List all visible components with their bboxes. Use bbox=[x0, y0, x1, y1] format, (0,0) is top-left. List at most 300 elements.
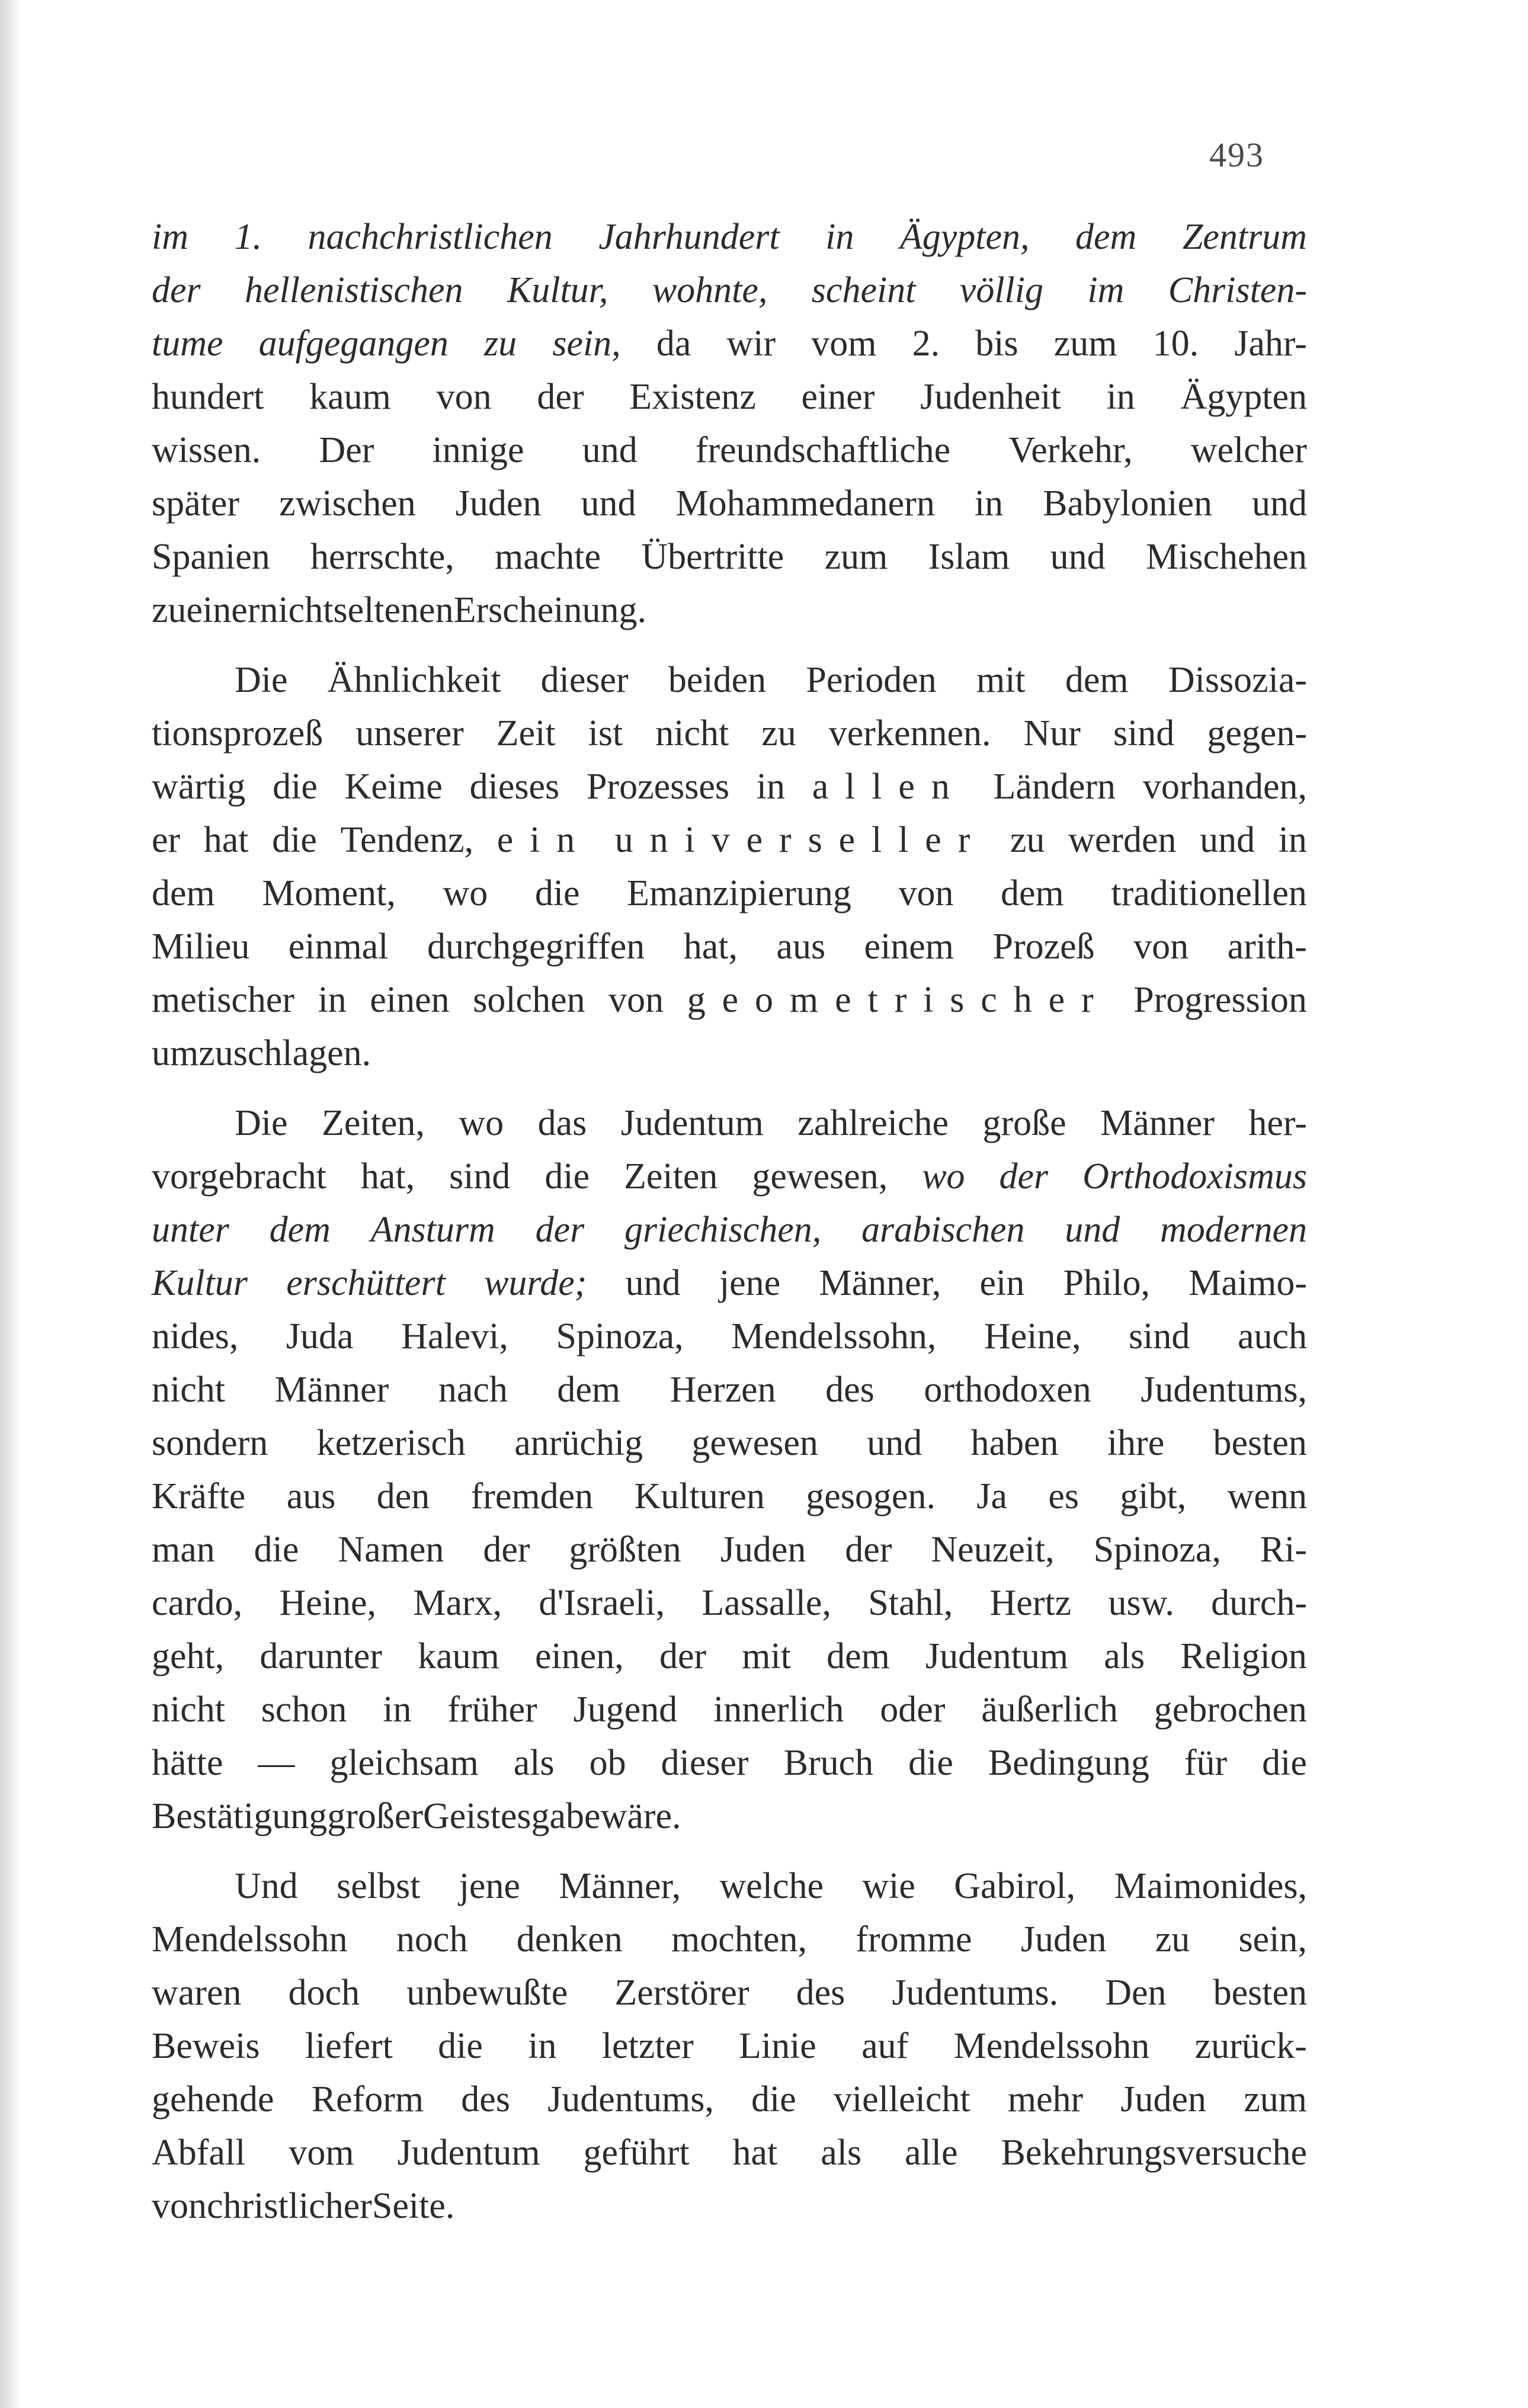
word: Juden bbox=[455, 483, 542, 524]
text-line bbox=[152, 707, 1307, 760]
word: alle bbox=[905, 2133, 958, 2173]
word: noch bbox=[396, 1919, 468, 1960]
word: größten bbox=[569, 1530, 681, 1570]
word: in bbox=[318, 980, 347, 1020]
word: zu bbox=[761, 713, 796, 753]
word: in bbox=[528, 2026, 557, 2066]
word: allen bbox=[812, 767, 966, 807]
word: Moment, bbox=[262, 873, 396, 913]
word: Bekehrungsversuche bbox=[1001, 2133, 1307, 2173]
word: beiden bbox=[668, 660, 767, 700]
word: dem bbox=[1065, 660, 1129, 700]
word: geführt bbox=[583, 2133, 690, 2173]
word: dem bbox=[269, 1210, 331, 1250]
word: geometrischer bbox=[687, 980, 1110, 1020]
word: der bbox=[537, 377, 584, 417]
word: und bbox=[1050, 537, 1106, 577]
word: verkennen. bbox=[828, 713, 991, 753]
word: darunter bbox=[260, 1636, 382, 1676]
word: Männer, bbox=[819, 1263, 941, 1303]
word: aus bbox=[776, 926, 826, 967]
word: Ähnlichkeit bbox=[327, 660, 501, 700]
word: gleichsam bbox=[329, 1743, 479, 1783]
text-line bbox=[152, 583, 1307, 637]
word: Emanzipierung bbox=[627, 873, 851, 913]
text-line bbox=[152, 1576, 1307, 1630]
word: ist bbox=[588, 713, 623, 753]
word: im bbox=[152, 217, 188, 257]
word: auf bbox=[861, 2026, 909, 2066]
word: Spanien bbox=[152, 537, 270, 577]
word: hellenistischen bbox=[245, 270, 463, 310]
word: als bbox=[1104, 1636, 1145, 1676]
word: ein bbox=[979, 1263, 1025, 1303]
word: zurück- bbox=[1194, 2026, 1307, 2066]
word: fremden bbox=[470, 1476, 594, 1516]
word: als bbox=[821, 2133, 862, 2173]
word: Jugend bbox=[573, 1689, 678, 1730]
word: Ägypten, bbox=[899, 217, 1030, 257]
word: Babylonien bbox=[1043, 483, 1212, 524]
word: dieses bbox=[469, 767, 560, 807]
word: nides, bbox=[152, 1316, 239, 1357]
word: einmal bbox=[288, 926, 389, 967]
text-line bbox=[152, 920, 1307, 973]
word: Judentums. bbox=[892, 1973, 1059, 2013]
word: die bbox=[438, 2026, 483, 2066]
word: Judentums, bbox=[547, 2079, 714, 2120]
word: Judentum bbox=[925, 1636, 1069, 1676]
word: Ansturm bbox=[370, 1210, 495, 1250]
word: Judentums, bbox=[1141, 1370, 1307, 1410]
paragraph bbox=[152, 653, 1307, 1080]
word: anrüchig bbox=[514, 1423, 643, 1463]
word: 2. bbox=[912, 323, 940, 364]
word: herrschte, bbox=[310, 537, 454, 577]
text-line bbox=[152, 1416, 1307, 1470]
word: Mendelssohn, bbox=[731, 1316, 937, 1357]
word: hätte bbox=[152, 1743, 223, 1783]
word: Bestätigung bbox=[152, 1796, 328, 1836]
word: Neuzeit, bbox=[931, 1530, 1055, 1570]
word: ob bbox=[589, 1743, 626, 1783]
body-text bbox=[152, 210, 1307, 2233]
word: von bbox=[436, 377, 492, 417]
word: umzuschlagen. bbox=[152, 1033, 371, 1073]
word: jene bbox=[459, 1866, 520, 1906]
word: traditionellen bbox=[1111, 873, 1307, 913]
word: großer bbox=[327, 1796, 424, 1836]
word: usw. bbox=[1108, 1583, 1174, 1623]
text-line bbox=[152, 1470, 1307, 1523]
word: Keime bbox=[344, 767, 443, 807]
word: christlicher bbox=[207, 2186, 372, 2226]
word: nach bbox=[438, 1370, 508, 1410]
word: durch- bbox=[1211, 1583, 1307, 1623]
word: gewesen bbox=[691, 1423, 818, 1463]
word: einer bbox=[801, 377, 875, 417]
word: Philo, bbox=[1063, 1263, 1150, 1303]
word: Religion bbox=[1180, 1636, 1307, 1676]
word: Nur bbox=[1023, 713, 1081, 753]
word: gehende bbox=[152, 2079, 274, 2120]
paragraph bbox=[152, 210, 1307, 637]
word: der bbox=[152, 270, 201, 310]
word: Den bbox=[1105, 1973, 1167, 2013]
word: Kultur bbox=[152, 1263, 248, 1303]
word: die bbox=[908, 1743, 953, 1783]
word: große bbox=[982, 1103, 1066, 1143]
word: tume bbox=[152, 323, 223, 364]
word: und bbox=[582, 430, 638, 470]
text-line bbox=[152, 317, 1307, 370]
word: von bbox=[608, 980, 664, 1020]
word: aus bbox=[286, 1476, 336, 1516]
word: Christen- bbox=[1168, 270, 1307, 310]
word: Juda bbox=[286, 1316, 354, 1357]
text-line bbox=[152, 370, 1307, 424]
paragraph bbox=[152, 1096, 1307, 1843]
word: Spinoza, bbox=[556, 1316, 684, 1357]
word: des bbox=[461, 2079, 510, 2120]
word: und bbox=[1065, 1210, 1120, 1250]
word: innige bbox=[432, 430, 524, 470]
word: 10. bbox=[1152, 323, 1199, 364]
text-line bbox=[152, 1203, 1307, 1256]
word: mehr bbox=[1007, 2079, 1084, 2120]
word: Islam bbox=[928, 537, 1010, 577]
word: wo bbox=[443, 873, 488, 913]
word: in bbox=[1106, 377, 1135, 417]
page-number: 493 bbox=[1209, 136, 1264, 174]
word: jene bbox=[719, 1263, 781, 1303]
word: fromme bbox=[856, 1919, 972, 1960]
word: welcher bbox=[1190, 430, 1307, 470]
word: später bbox=[152, 483, 240, 524]
text-line bbox=[152, 1523, 1307, 1576]
word: 1. bbox=[234, 217, 262, 257]
word: Orthodoxismus bbox=[1082, 1156, 1307, 1197]
word: Judentum bbox=[620, 1103, 764, 1143]
word: wo bbox=[459, 1103, 504, 1143]
word: und bbox=[1252, 483, 1307, 524]
word: Juden bbox=[1120, 2079, 1207, 2120]
word: Herzen bbox=[669, 1370, 776, 1410]
word: auch bbox=[1237, 1316, 1307, 1357]
word: Bedingung bbox=[988, 1743, 1149, 1783]
text-line bbox=[152, 813, 1307, 867]
text-line bbox=[152, 1630, 1307, 1683]
word: die bbox=[544, 1156, 590, 1197]
word: Halevi, bbox=[401, 1316, 508, 1357]
word: metischer bbox=[152, 980, 295, 1020]
word: schon bbox=[261, 1689, 347, 1730]
word: hundert bbox=[152, 377, 264, 417]
word: Und bbox=[235, 1866, 298, 1906]
word: unbewußte bbox=[406, 1973, 568, 2013]
word: vom bbox=[289, 2133, 354, 2173]
word: man bbox=[152, 1530, 215, 1570]
word: Namen bbox=[338, 1530, 444, 1570]
word: des bbox=[825, 1370, 874, 1410]
word: Juden bbox=[720, 1530, 806, 1570]
word: gesogen. bbox=[806, 1476, 936, 1516]
word: durchgegriffen bbox=[427, 926, 645, 967]
word: aufgegangen bbox=[258, 323, 449, 364]
text-line bbox=[152, 1363, 1307, 1416]
word: Zeiten bbox=[624, 1156, 718, 1197]
word: Mohammedanern bbox=[675, 483, 935, 524]
word: vorgebracht bbox=[152, 1156, 326, 1197]
word: Männer bbox=[1100, 1103, 1215, 1143]
word: zum bbox=[1244, 2079, 1307, 2120]
word: d'Israeli, bbox=[539, 1583, 665, 1623]
word: dem bbox=[152, 873, 215, 913]
word: von bbox=[1133, 926, 1189, 967]
word: von bbox=[152, 2186, 207, 2226]
word: selbst bbox=[337, 1866, 421, 1906]
word: einer bbox=[186, 590, 260, 630]
word: Progression bbox=[1133, 980, 1307, 1020]
word: Existenz bbox=[629, 377, 756, 417]
word: als bbox=[513, 1743, 555, 1783]
text-line bbox=[152, 210, 1307, 264]
word: solchen bbox=[473, 980, 585, 1020]
word: Stahl, bbox=[868, 1583, 953, 1623]
word: hat bbox=[203, 820, 249, 860]
word: Geistesgabe bbox=[423, 1796, 601, 1836]
word: Kultur, bbox=[507, 270, 608, 310]
word: wenn bbox=[1227, 1476, 1307, 1516]
word: Tendenz, bbox=[340, 820, 474, 860]
word: Spinoza, bbox=[1093, 1530, 1221, 1570]
word: es bbox=[1048, 1476, 1079, 1516]
word: Maimo- bbox=[1189, 1263, 1307, 1303]
word: sein, bbox=[552, 323, 621, 364]
word: nachchristlichen bbox=[307, 217, 553, 257]
word: Juden bbox=[1020, 1919, 1107, 1960]
word: sind bbox=[449, 1156, 511, 1197]
text-line bbox=[152, 1683, 1307, 1736]
text-line bbox=[152, 1027, 1307, 1080]
word: wissen. bbox=[152, 430, 261, 470]
word: hat bbox=[732, 2133, 778, 2173]
word: werden bbox=[1068, 820, 1177, 860]
word: Milieu bbox=[152, 926, 250, 967]
word: der bbox=[845, 1530, 892, 1570]
text-line bbox=[152, 477, 1307, 530]
text-line bbox=[152, 2179, 1307, 2233]
word: Jahrhundert bbox=[598, 217, 780, 257]
word: denken bbox=[516, 1919, 623, 1960]
word: Seite. bbox=[371, 2186, 455, 2226]
word: einen, bbox=[535, 1636, 624, 1676]
word: mit bbox=[742, 1636, 791, 1676]
word: wurde; bbox=[484, 1263, 587, 1303]
text-line bbox=[152, 2073, 1307, 2126]
word: und bbox=[625, 1263, 681, 1303]
word: in bbox=[825, 217, 854, 257]
word: ketzerisch bbox=[316, 1423, 466, 1463]
word: zu bbox=[152, 590, 187, 630]
word: modernen bbox=[1160, 1210, 1307, 1250]
word: ein bbox=[496, 820, 592, 860]
word: mochten, bbox=[671, 1919, 808, 1960]
text-line bbox=[152, 1256, 1307, 1310]
word: nicht bbox=[655, 713, 729, 753]
word: Jahr- bbox=[1234, 323, 1307, 364]
paragraph-gap bbox=[152, 637, 1307, 653]
word: Reform bbox=[311, 2079, 424, 2120]
word: in bbox=[1278, 820, 1307, 860]
word: einen bbox=[370, 980, 450, 1020]
word: die bbox=[751, 2079, 796, 2120]
word: Zerstörer bbox=[614, 1973, 749, 2013]
word: Beweis bbox=[152, 2026, 260, 2066]
text-line bbox=[152, 1150, 1307, 1203]
word: dieser bbox=[540, 660, 629, 700]
word: Lassalle, bbox=[701, 1583, 831, 1623]
text-line bbox=[152, 264, 1307, 317]
word: und bbox=[1200, 820, 1255, 860]
word: Übertritte bbox=[641, 537, 784, 577]
word: Ägypten bbox=[1180, 377, 1307, 417]
word: sondern bbox=[152, 1423, 268, 1463]
text-line bbox=[152, 2019, 1307, 2073]
word: der bbox=[483, 1530, 530, 1570]
word: in bbox=[383, 1689, 412, 1730]
word: die bbox=[534, 873, 580, 913]
word: Maimonides, bbox=[1114, 1866, 1307, 1906]
word: her- bbox=[1248, 1103, 1307, 1143]
word: nicht bbox=[152, 1689, 225, 1730]
word: wäre. bbox=[600, 1796, 681, 1836]
word: sind bbox=[1113, 713, 1175, 753]
word: liefert bbox=[305, 2026, 393, 2066]
text-line bbox=[152, 530, 1307, 583]
word: doch bbox=[288, 1973, 360, 2013]
word: zu bbox=[1155, 1919, 1190, 1960]
word: dem bbox=[1075, 217, 1137, 257]
word: hat, bbox=[360, 1156, 415, 1197]
word: vorhanden, bbox=[1142, 767, 1307, 807]
word: Hertz bbox=[989, 1583, 1072, 1623]
word: arith- bbox=[1227, 926, 1307, 967]
word: Männer bbox=[274, 1370, 389, 1410]
word: der bbox=[659, 1636, 707, 1676]
word: Verkehr, bbox=[1008, 430, 1133, 470]
word: das bbox=[537, 1103, 587, 1143]
word: der bbox=[535, 1210, 585, 1250]
paragraph-gap bbox=[152, 1843, 1307, 1859]
word: letzter bbox=[601, 2026, 694, 2066]
text-line bbox=[152, 1096, 1307, 1150]
text-line bbox=[152, 1966, 1307, 2019]
word: der bbox=[999, 1156, 1049, 1197]
word: dieser bbox=[661, 1743, 749, 1783]
word: zum bbox=[1053, 323, 1117, 364]
paragraph bbox=[152, 1859, 1307, 2233]
word: Männer, bbox=[559, 1866, 681, 1906]
word: gibt, bbox=[1120, 1476, 1187, 1516]
word: in bbox=[756, 767, 785, 807]
word: seltenen bbox=[333, 590, 454, 630]
word: gegen- bbox=[1207, 713, 1307, 753]
word: hat, bbox=[683, 926, 738, 967]
word: unserer bbox=[355, 713, 464, 753]
word: in bbox=[974, 483, 1004, 524]
word: nicht bbox=[152, 1370, 225, 1410]
word: des bbox=[796, 1973, 845, 2013]
word: gebrochen bbox=[1154, 1689, 1307, 1730]
word: Zeiten, bbox=[322, 1103, 425, 1143]
text-line bbox=[152, 1310, 1307, 1363]
text-line bbox=[152, 424, 1307, 477]
text-line bbox=[152, 1736, 1307, 1790]
word: wir bbox=[726, 323, 776, 364]
word: die bbox=[273, 767, 318, 807]
word: dem bbox=[557, 1370, 621, 1410]
word: Erscheinung. bbox=[453, 590, 646, 630]
word: Linie bbox=[738, 2026, 816, 2066]
word: Bruch bbox=[783, 1743, 874, 1783]
word: orthodoxen bbox=[924, 1370, 1091, 1410]
text-line bbox=[152, 760, 1307, 813]
word: Prozesses bbox=[586, 767, 730, 807]
word: Kräfte bbox=[152, 1476, 246, 1516]
word: Gabirol, bbox=[954, 1866, 1076, 1906]
word: einem bbox=[864, 926, 954, 967]
word: zum bbox=[824, 537, 888, 577]
word: universeller bbox=[614, 820, 987, 860]
word: zu bbox=[484, 323, 517, 364]
word: völlig bbox=[959, 270, 1043, 310]
word: Mendelssohn bbox=[953, 2026, 1150, 2066]
word: Zeit bbox=[496, 713, 556, 753]
word: besten bbox=[1213, 1973, 1307, 2013]
paragraph-gap bbox=[152, 1080, 1307, 1096]
word: Ländern bbox=[993, 767, 1116, 807]
word: erschüttert bbox=[286, 1263, 446, 1303]
word: welche bbox=[719, 1866, 824, 1906]
word: haben bbox=[970, 1423, 1059, 1463]
word: unter bbox=[152, 1210, 229, 1250]
word: vom bbox=[811, 323, 877, 364]
word: und bbox=[867, 1423, 922, 1463]
word: Mischehen bbox=[1145, 537, 1307, 577]
text-line bbox=[152, 1790, 1307, 1843]
word: freundschaftliche bbox=[695, 430, 951, 470]
word: und bbox=[581, 483, 636, 524]
word: innerlich bbox=[713, 1689, 844, 1730]
word: die bbox=[254, 1530, 299, 1570]
word: Ja bbox=[976, 1476, 1007, 1516]
word: cardo, bbox=[152, 1583, 243, 1623]
word: zu bbox=[1010, 820, 1045, 860]
word: für bbox=[1184, 1743, 1228, 1783]
word: früher bbox=[447, 1689, 537, 1730]
word: die bbox=[272, 820, 317, 860]
word: Kulturen bbox=[634, 1476, 765, 1516]
text-line bbox=[152, 973, 1307, 1027]
word: wie bbox=[862, 1866, 915, 1906]
word: sein, bbox=[1238, 1919, 1307, 1960]
word: — bbox=[258, 1743, 295, 1783]
word: er bbox=[152, 820, 181, 860]
word: Heine, bbox=[279, 1583, 377, 1623]
word: griechischen, bbox=[624, 1210, 822, 1250]
word: gewesen, bbox=[752, 1156, 888, 1197]
